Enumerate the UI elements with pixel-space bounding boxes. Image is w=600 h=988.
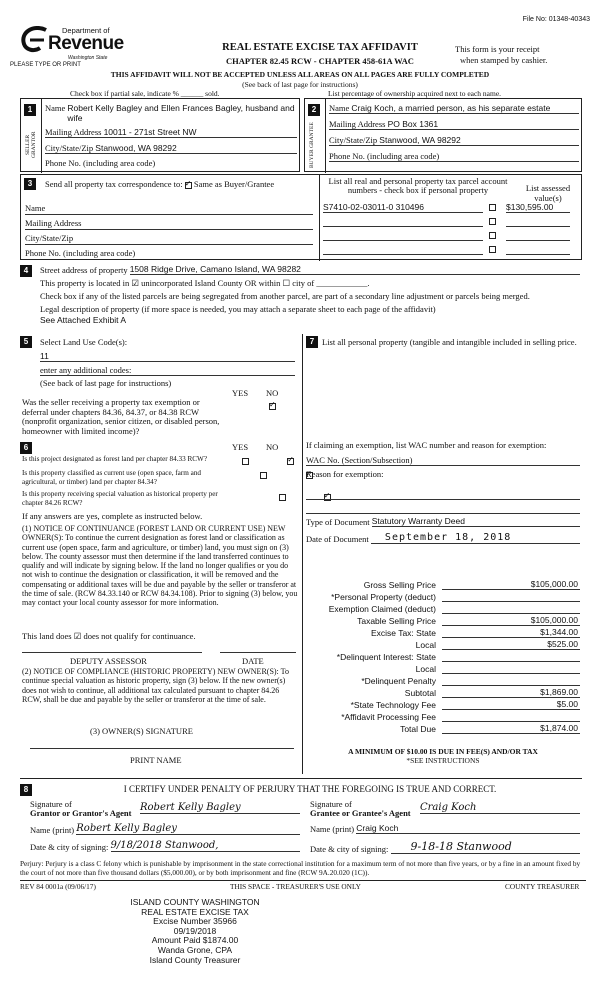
amount-value (442, 651, 580, 662)
personal-property-checkbox[interactable] (489, 232, 496, 239)
assessed-header: List assessed value(s) (525, 183, 571, 203)
grantor-name-print: Robert Kelly Bagley (76, 823, 300, 835)
minimum-fee-note: A MINIMUM OF $10.00 IS DUE IN FEE(S) AND/OR TAX (348, 747, 538, 756)
amount-label: *Delinquent Penalty (361, 676, 436, 686)
buyer-name-value: Craig Koch, a married person, as his separate estate (351, 103, 551, 113)
grantee-date-city: 9-18-18 Stanwood (391, 840, 580, 854)
ownership-percent-note: List percentage of ownership acquired next to each name. (328, 89, 502, 98)
amount-row (306, 710, 580, 722)
same-as-buyer-label: Same as Buyer/Grantee (193, 179, 275, 189)
legal-description-value: See Attached Exhibit A (40, 315, 127, 325)
document-type-label: Type of Document (306, 517, 370, 527)
section-number: 5 (20, 336, 32, 348)
amount-row (306, 650, 580, 662)
street-address-value: 1508 Ridge Drive, Camano Island, WA 98282 (130, 264, 580, 275)
grantor-date-label: Date & city of signing: (30, 842, 109, 852)
amount-label: *Personal Property (deduct) (331, 592, 436, 602)
revision-number: REV 84 0001a (09/06/17) (20, 882, 96, 891)
amount-label: *Delinquent Interest: State (336, 652, 436, 662)
forest-no-checkbox[interactable] (287, 458, 294, 465)
personal-property-section (306, 334, 582, 774)
amount-value: $1,344.00 (442, 627, 580, 638)
grantee-signature: Craig Koch (420, 802, 580, 814)
buyer-phone-label: Phone No. (including area code) (329, 151, 440, 161)
amount-label: Taxable Selling Price (357, 616, 436, 626)
section-number: 6 (20, 442, 32, 454)
treasurer-stamp (110, 898, 280, 965)
grantee-name-print: Craig Koch (356, 823, 580, 834)
corr-name-label: Name (25, 199, 313, 215)
corr-phone-label: Phone No. (including area code) (25, 248, 136, 258)
document-type-value: Statutory Warranty Deed (372, 516, 580, 527)
stamp-line: 09/19/2018 (173, 925, 217, 936)
stamp-line: Island County Treasurer (149, 954, 241, 965)
buyer-mail-label: Mailing Address (329, 119, 386, 129)
logo-state-text: Washington State (68, 55, 108, 61)
amount-row (306, 674, 580, 686)
logo-revenue-text: Revenue (48, 33, 124, 54)
exemption-reason-label: Reason for exemption: (306, 469, 384, 479)
dor-logo-swoosh-icon (20, 26, 50, 54)
seller-mail-value: 10011 - 271st Street NW (103, 127, 197, 137)
segregation-note: Check box if any of the listed parcels are being segregated from another parcel, are part of a secondary line adjustment or parcels being merged. (40, 291, 530, 301)
personal-property-checkbox[interactable] (489, 246, 496, 253)
additional-codes-label: enter any additional codes: (40, 365, 295, 376)
file-number: File No: 01348-40343 (522, 16, 590, 23)
if-any-yes-note: If any answers are yes, complete as instructed below. (22, 511, 203, 521)
land-use-instructions: (See back of last page for instructions) (40, 378, 172, 388)
stamp-line: Excise Number 35966 (153, 916, 237, 927)
corr-mail-label: Mailing Address (25, 215, 313, 230)
buyer-side-label: BUYER GRANTEE (309, 122, 315, 168)
section-number: 3 (24, 178, 36, 190)
stamp-line: REAL ESTATE EXCISE TAX (141, 906, 249, 917)
no-header: NO (266, 388, 279, 398)
corr-city-label: City/State/Zip (25, 230, 313, 245)
document-date-value: September 18, 2018 (371, 532, 580, 544)
continuance-notice: (1) NOTICE OF CONTINUANCE (FOREST LAND OR CURRENT USE) NEW OWNER(S): To continue the current designation as forest land or classification as current use (open space, farm and agriculture, or timber) land, you must sign on (3) below. The county assessor must then determine if the land transferred continues to qualify and will indicate by signing below. If the land no longer qualifies or you do not wish to continue the designation or classification, it will be removed and the compensating or additional taxes will be due and payable by the seller or transferor at the time of sale. (RCW 84.33.140 or RCW 84.34.108). Prior to signing (3) below, you may contact your local county assessor for more information. (22, 524, 298, 608)
amount-value: $1,869.00 (442, 687, 580, 698)
form-chapter: CHAPTER 82.45 RCW - CHAPTER 458-61A WAC (226, 56, 414, 66)
amount-value (442, 711, 580, 722)
seller-name-label: Name (45, 103, 66, 113)
parcel-header-2: numbers - check box if personal property (347, 185, 489, 195)
legal-description-label: Legal description of property (if more space is needed, you may attach a separate sheet to each page of the affidavit) (40, 304, 436, 314)
parcel-table (323, 199, 579, 255)
amount-label: *State Technology Fee (350, 700, 436, 710)
grantee-signature-label-1: Signature of (310, 799, 352, 809)
amount-row (306, 686, 580, 698)
stamp-line: Wanda Grone, CPA (157, 944, 233, 955)
amount-row (306, 626, 580, 638)
seller-name-value: Robert Kelly Bagley and Ellen Frances Bagley, husband and wife (67, 103, 295, 123)
amount-label: Exemption Claimed (deduct) (328, 604, 436, 614)
receipt-note-1: This form is your receipt (455, 44, 540, 54)
grantor-date-city: 9/18/2018 Stanwood, (111, 840, 300, 852)
buyer-name-label: Name (329, 103, 350, 113)
section-number: 7 (306, 336, 318, 348)
historic-yes-checkbox[interactable] (279, 494, 286, 501)
compliance-notice: (2) NOTICE OF COMPLIANCE (HISTORIC PROPERTY) NEW OWNER(S): To continue special valuation as historic property, sign (3) below. If the new owner(s) does not wish to continue, all additional tax calculated pursuant to chapter 84.26 RCW, shall be due and payable by the seller or transferor at the time of sale. (22, 667, 289, 704)
grantor-signature-label-2: Grantor or Grantor's Agent (30, 808, 132, 818)
continuance-qualification: This land does ☑ does not qualify for continuance. (22, 631, 196, 641)
grantor-signature-label-1: Signature of (30, 799, 72, 809)
amount-label: Subtotal (404, 688, 436, 698)
buyer-city-value: Stanwood, WA 98292 (379, 135, 461, 145)
seller-city-label: City/State/Zip (45, 143, 94, 153)
grantee-signature-label-2: Grantee or Grantee's Agent (310, 808, 411, 818)
seller-side-label: SELLER GRANTOR (25, 131, 37, 159)
historic-question: Is this property receiving special valuation as historical property per chapter 84.26 RCW? (22, 490, 218, 507)
deputy-assessor-label: DEPUTY ASSESSOR (70, 656, 147, 666)
property-location: This property is located in ☑ unincorporated Island County OR within ☐ city of ____________. (40, 278, 370, 288)
forest-land-question: Is this project designated as forest land per chapter 84.33 RCW? (22, 455, 208, 463)
amount-value: $525.00 (442, 639, 580, 650)
yes-header: YES (232, 388, 249, 398)
no-header: NO (266, 442, 279, 452)
section-number: 2 (308, 104, 320, 116)
buyer-mail-value: PO Box 1361 (387, 119, 439, 129)
buyer-section (304, 98, 582, 172)
amount-row (306, 662, 580, 674)
amount-value (442, 675, 580, 686)
forest-yes-checkbox[interactable] (242, 458, 249, 465)
current-use-question: Is this property classified as current use (open space, farm and agricultural, or timber) land per chapter 84.34? (22, 469, 202, 486)
perjury-certification: I CERTIFY UNDER PENALTY OF PERJURY THAT THE FOREGOING IS TRUE AND CORRECT. (123, 784, 497, 794)
street-address-label: Street address of property (40, 265, 128, 275)
certification-section (20, 782, 582, 858)
partial-sale-note: Check box if partial sale, indicate % ______ sold. (70, 89, 220, 98)
exemption-no-checkbox[interactable] (269, 403, 276, 410)
exemption-question: Was the seller receiving a property tax exemption or deferral under chapters 84.36, 84.37, or 84.38 RCW (nonprofit organization, senior citizen, or disabled person, homeowner with limited income)? (22, 397, 220, 436)
amount-row (306, 590, 580, 602)
amount-row (306, 698, 580, 710)
print-name-label: PRINT NAME (130, 755, 182, 765)
land-use-section (20, 334, 300, 774)
yes-header: YES (232, 442, 249, 452)
personal-property-checkbox[interactable] (489, 204, 496, 211)
see-instructions-note: *SEE INSTRUCTIONS (406, 756, 480, 765)
see-back-note: (See back of last page for instructions) (242, 80, 358, 89)
section-number: 1 (24, 104, 36, 116)
buyer-city-label: City/State/Zip (329, 135, 378, 145)
amount-row (306, 578, 580, 590)
completion-warning: THIS AFFIDAVIT WILL NOT BE ACCEPTED UNLESS ALL AREAS ON ALL PAGES ARE FULLY COMPLETED (110, 70, 490, 79)
county-treasurer-label: COUNTY TREASURER (505, 882, 580, 891)
exemption-claim-label: If claiming an exemption, list WAC number and reason for exemption: (306, 440, 547, 450)
same-as-buyer-checkbox[interactable] (185, 182, 192, 189)
assessed-value: $130,595.00 (506, 202, 570, 213)
amount-value (442, 603, 580, 614)
seller-mail-label: Mailing Address (45, 127, 102, 137)
owner-signature-label: (3) OWNER(S) SIGNATURE (90, 726, 193, 736)
parcel-header-1: List all real and personal property tax parcel account (328, 176, 508, 186)
property-section (20, 264, 582, 332)
treasurer-use-label: THIS SPACE - TREASURER'S USE ONLY (230, 882, 361, 891)
amount-row (306, 614, 580, 626)
amount-label: Gross Selling Price (363, 580, 436, 590)
amount-row (306, 638, 580, 650)
receipt-note-2: when stamped by cashier. (460, 55, 548, 65)
seller-city-value: Stanwood, WA 98292 (95, 143, 177, 153)
amount-row (306, 602, 580, 614)
amount-label: *Affidavit Processing Fee (341, 712, 436, 722)
amount-label: Total Due (400, 724, 436, 734)
seller-phone-label: Phone No. (including area code) (45, 158, 156, 168)
seller-section (20, 98, 300, 172)
please-type-note: PLEASE TYPE OR PRINT (10, 62, 81, 68)
current-use-yes-checkbox[interactable] (260, 472, 267, 479)
form-title: REAL ESTATE EXCISE TAX AFFIDAVIT (222, 42, 418, 53)
land-use-code: 11 (40, 351, 295, 362)
amount-value: $105,000.00 (442, 579, 580, 590)
section-number: 4 (20, 265, 32, 277)
amount-label: Excise Tax: State (370, 628, 436, 638)
land-use-label: Select Land Use Code(s): (40, 337, 128, 347)
parcel-number: S7410-02-03011-0 310496 (323, 202, 483, 213)
amount-value: $105,000.00 (442, 615, 580, 626)
amount-label: Local (415, 664, 436, 674)
wac-number-label: WAC No. (Section/Subsection) (306, 455, 580, 466)
amount-label: Local (415, 640, 436, 650)
amount-value (442, 591, 580, 602)
grantee-date-label: Date & city of signing: (310, 844, 389, 854)
personal-property-label: List all personal property (tangible and intangible included in selling price. (322, 337, 577, 347)
tax-amounts-table (306, 578, 580, 734)
grantee-name-label: Name (print) (310, 824, 355, 834)
amount-value: $1,874.00 (442, 723, 580, 734)
grantor-signature: Robert Kelly Bagley (140, 802, 300, 814)
logo-department-text: Department of (62, 26, 110, 35)
assessor-date-label: DATE (242, 656, 264, 666)
document-date-label: Date of Document (306, 534, 369, 544)
stamp-line: ISLAND COUNTY WASHINGTON (130, 897, 260, 907)
personal-property-checkbox[interactable] (489, 218, 496, 225)
amount-row (306, 722, 580, 734)
section-number: 8 (20, 784, 32, 796)
amount-value: $5.00 (442, 699, 580, 710)
grantor-name-label: Name (print) (30, 825, 75, 835)
stamp-line: Amount Paid $1874.00 (151, 935, 239, 946)
perjury-statement: Perjury: Perjury is a class C felony which is punishable by imprisonment in the state correctional institution for a maximum term of not more than five years, or by a fine in an amount fixed by the court of not more than five thousand dollars ($5,000.00), or by both imprisonment and fine (RCW 9A.20.020 (1C)). (20, 859, 581, 877)
amount-value (442, 663, 580, 674)
correspondence-section (20, 174, 582, 260)
send-correspondence-label: Send all property tax correspondence to: (45, 179, 183, 189)
